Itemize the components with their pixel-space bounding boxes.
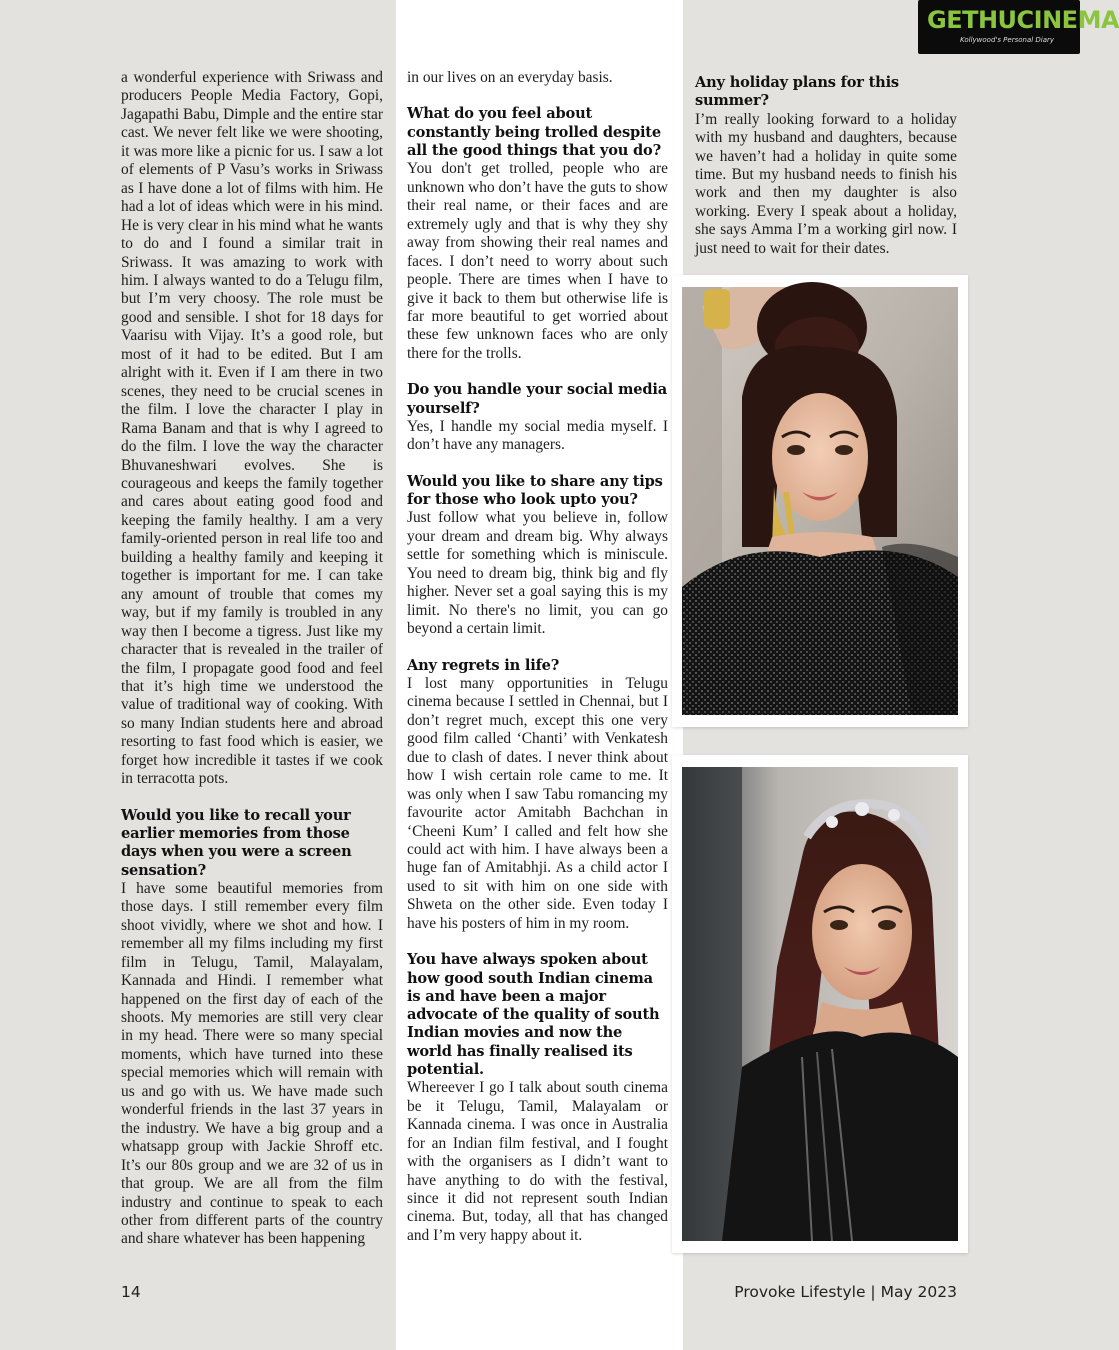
magazine-issue-info: Provoke Lifestyle | May 2023	[734, 1283, 957, 1301]
question-heading: Any regrets in life?	[407, 656, 560, 674]
photo-frame-2	[672, 755, 968, 1253]
body-paragraph: a wonderful experience with Sriwass and producers People Media Factory, Gopi, Jagapathi Babu, Dimple and the entire star cast. We never felt like we were shooting, it was more like a picnic for us. I saw a lot of elements of P Vasu’s works in Sriwass as I have done a lot of films with him. He had a lot of ideas which were in his mind. He is very clear in his mind what he wants to do and I found a similar trait in Sriwass. It was amazing to work with him. I always wanted to do a Telugu film, but I’m very choosy. The role must be good and sensible. I shot for 18 days for Vaarisu with Vijay. It’s a good role, but most of it had to be edited. But I am alright with it. Even if I am there in two scenes, they need to be crucial scenes in the film. I love the character I play in Rama Banam and that is why I agreed to do the film. I love the way the character Bhuvaneshwari evolves. She is courageous and keeps the family together and cares about eating good food and keeping the family healthy. I am a very family-oriented person in real life too and building a healthy family and keeping it together is important for me. I can take any amount of trouble that comes my way, but if my family is troubled in any way then I become a tigress. Just like my character that is revealed in the trailer of the film, I propagate good food and feel that it’s high time we understood the value of traditional way of cooking. With so many Indian students here and abroad resorting to fast food which is easier, we forget how incredible it tastes if we cook in terracotta pots.	[121, 69, 384, 788]
question-heading: Do you handle your social media yourself?	[407, 381, 667, 417]
article-column-2	[407, 69, 668, 1245]
article-column-3	[695, 74, 957, 258]
answer-paragraph: Just follow what you believe in, follow your dream and dream big. Why always settle for something which is miniscule. You need to dream big, think big and fly higher. Never set a goal saying this is my limit. No there's no limit, you can go beyond a certain limit.	[407, 509, 668, 638]
question-heading: Any holiday plans for this summer?	[695, 74, 899, 110]
gethucinema-logo	[918, 0, 1119, 54]
answer-paragraph: Yes, I handle my social media myself. I don’t have any managers.	[407, 417, 668, 454]
photo-frame-1	[672, 275, 968, 727]
article-column-1	[121, 69, 383, 1249]
logo-wordmark: GETHUCINEMA	[927, 6, 1119, 34]
answer-paragraph: Whereever I go I talk about south cinema be it Telugu, Tamil, Malayalam or Kannada cinema. I was once in Australia for an Indian film festival, and I fought with the organisers as I didn’t want to have anything to do with the festival, since it did not represent south Indian cinema. But, today, all that has changed and I’m very happy about it.	[407, 1079, 668, 1244]
question-heading: Would you like to share any tips for those who look upto you?	[407, 472, 663, 509]
answer-paragraph: You don't get trolled, people who are unknown who don’t have the guts to show their real name, or their faces and are extremely ugly and that is why they shy away from showing their real names and faces. I don’t need to worry about such people. There are times when I have to give it back to them but otherwise life is far more beautiful to get worried about these few unknown faces who are only there for the trolls.	[407, 160, 668, 362]
portrait-photo-1	[682, 287, 958, 715]
answer-paragraph: I lost many opportunities in Telugu cinema because I settled in Chennai, but I don’t regret much, except this one very good film called ‘Chanti’ with Venkatesh due to clash of dates. I never think about how I wish certain role came to me. It was only when I saw Tabu romancing my favourite actor Amitabh Bachchan in ‘Cheeni Kum’ I called and felt how she could act with him. I have always been a huge fan of Amitabhji. As a child actor I used to sit with him on one side with Shweta on the other side. Even today I have his posters of him in my room.	[407, 674, 668, 932]
question-heading: You have always spoken about how good south Indian cinema is and have been a major advocate of the quality of south Indian movies and now the world has finally realised its potential.	[407, 951, 660, 1079]
portrait-photo-2	[682, 767, 958, 1241]
answer-paragraph: I have some beautiful memories from those days. I still remember every film shoot vividly, where we shot and how. I remember all my films including my first film in Telugu, Tamil, Malayalam, Kannada and Hindi. I remember what happened on the first day of each of the shoots. My memories are still very clear in my head. There were so many special moments, which have turned into these special memories which will remain with us and go with us. We have made such wonderful friends in the last 37 years in the industry. We have a big group and a whatsapp group with Jackie Shroff etc. It’s our 80s group and we are 32 of us in that group. We are all from the film industry and continue to speak to each other from different parts of the country and share whatever has been happening	[121, 879, 383, 1248]
question-heading: Would you like to recall your earlier memories from those days when you were a screen sensation?	[121, 806, 352, 879]
answer-paragraph: I’m really looking forward to a holiday with my husband and daughters, because we haven’t had a holiday in quite some time. But my husband needs to finish his work and then my daughter is also working. Every I speak about a holiday, she says Amma I’m a working girl now. I just need to wait for their dates.	[695, 110, 957, 257]
page-number: 14	[121, 1283, 141, 1301]
question-heading: What do you feel about constantly being trolled despite all the good things that you do?	[407, 105, 661, 160]
body-paragraph: in our lives on an everyday basis.	[407, 69, 613, 86]
logo-tagline: Kollywood's Personal Diary	[960, 36, 1055, 44]
